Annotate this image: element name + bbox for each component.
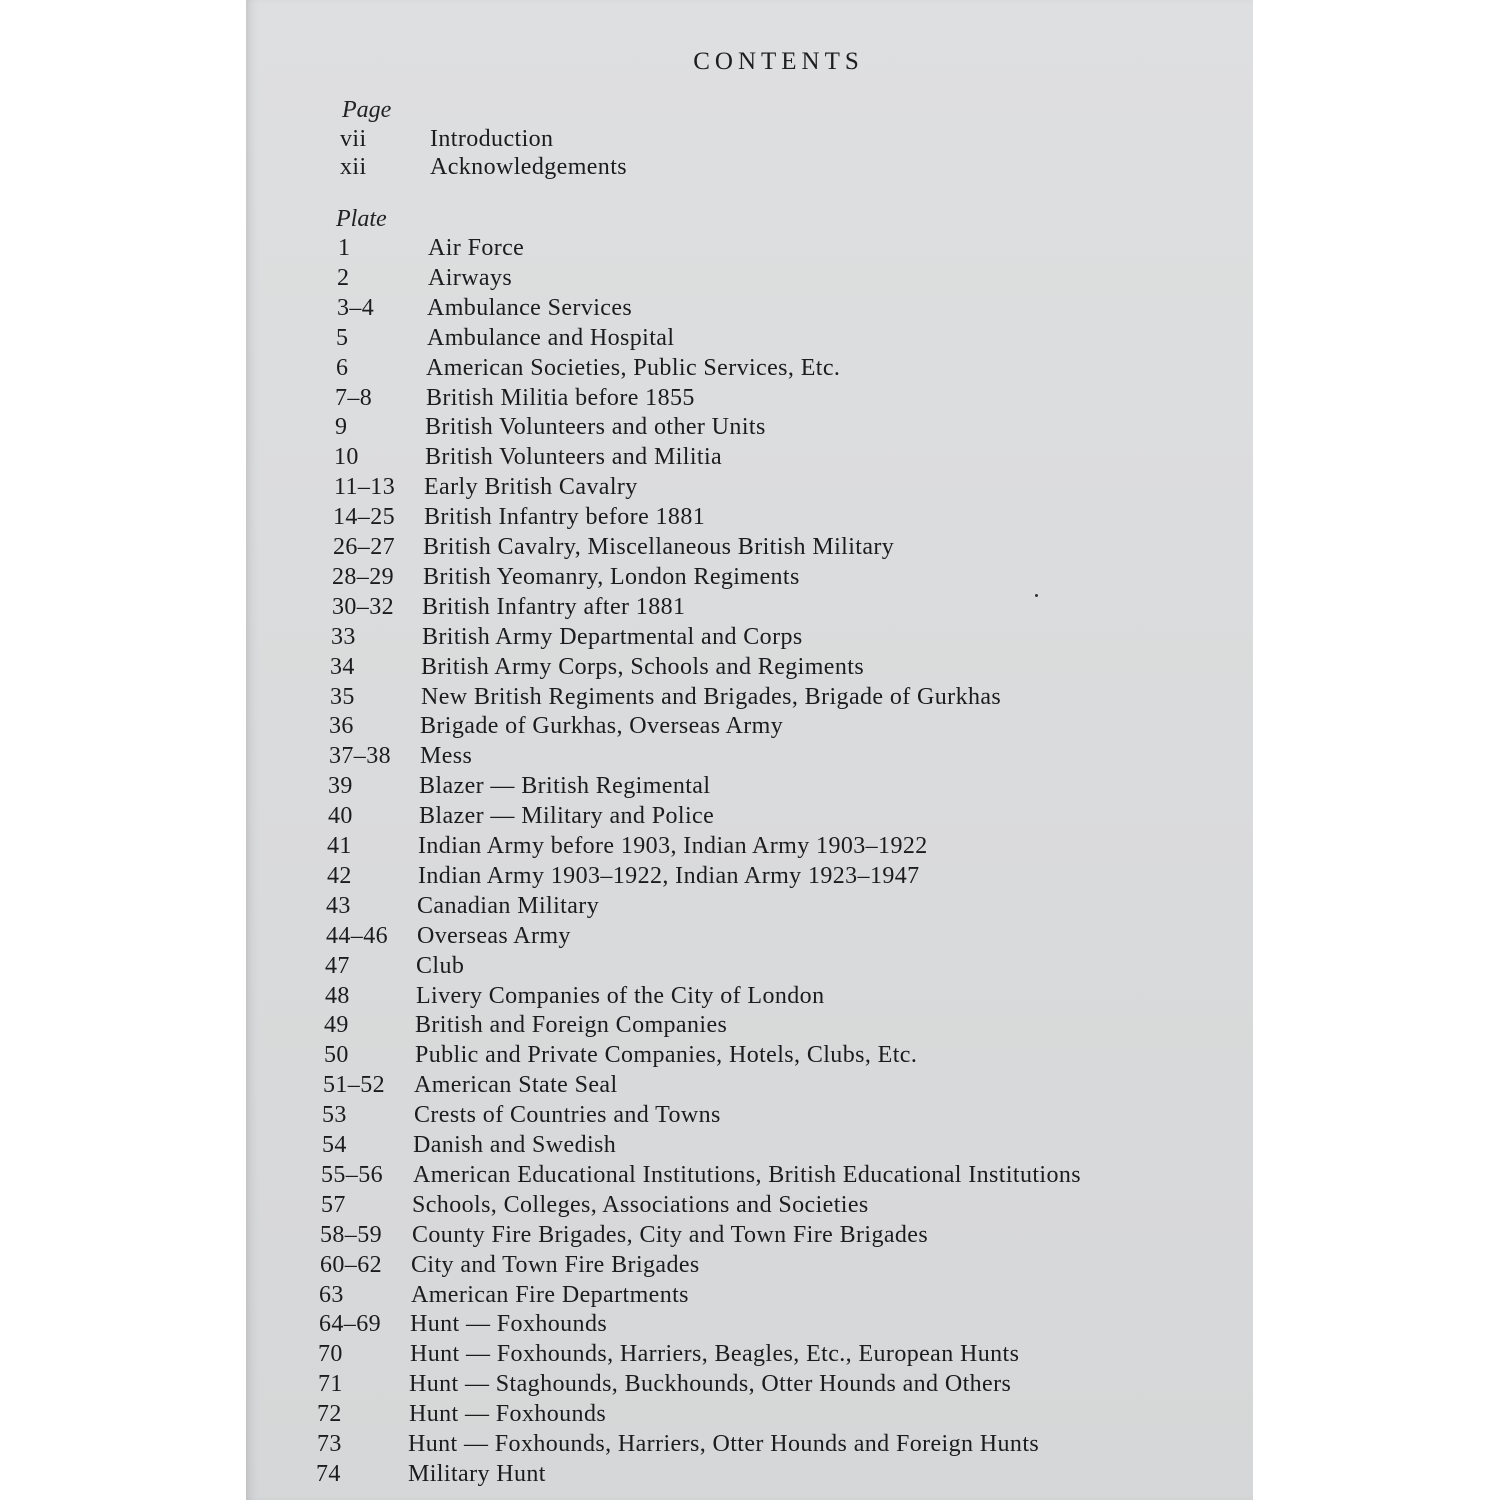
toc-entry-number: 44–46 xyxy=(326,922,388,949)
toc-entry xyxy=(246,1309,1253,1339)
toc-entry-number: 28–29 xyxy=(332,563,394,590)
toc-entry xyxy=(246,233,1253,263)
toc-entry xyxy=(246,981,1253,1011)
toc-entry xyxy=(246,1160,1253,1190)
toc-entry-title: Early British Cavalry xyxy=(424,474,638,501)
toc-entry-title: Public and Private Companies, Hotels, Clubs, Etc. xyxy=(415,1042,918,1069)
toc-entry xyxy=(246,652,1253,682)
toc-entry-number: 50 xyxy=(324,1042,349,1069)
toc-entry-number: 35 xyxy=(330,683,355,710)
toc-entry-title: Airways xyxy=(428,264,513,291)
toc-entry-number: 2 xyxy=(337,264,350,291)
toc-entry-title: British Infantry after 1881 xyxy=(422,593,686,620)
toc-entry xyxy=(246,1220,1253,1250)
toc-entry-number: 55–56 xyxy=(321,1161,383,1188)
toc-entry-title: British and Foreign Companies xyxy=(415,1012,728,1039)
toc-entry-title: Overseas Army xyxy=(417,922,571,949)
toc-entry-title: County Fire Brigades, City and Town Fire Brigades xyxy=(412,1221,929,1248)
toc-entry-title: Ambulance Services xyxy=(427,294,633,321)
toc-entry-title: American Fire Departments xyxy=(411,1281,689,1308)
toc-entry-title: City and Town Fire Brigades xyxy=(411,1251,700,1278)
toc-entry-number: 26–27 xyxy=(333,534,395,560)
toc-entry-number: 60–62 xyxy=(320,1251,382,1278)
plate-section-label: Plate xyxy=(336,206,387,232)
toc-entry-number: 5 xyxy=(336,324,349,351)
toc-entry xyxy=(246,711,1253,741)
toc-entry xyxy=(246,592,1253,622)
toc-entry xyxy=(246,921,1253,951)
toc-entry-title: British Volunteers and Militia xyxy=(425,444,723,471)
toc-entry xyxy=(246,622,1253,652)
toc-entry-number: 33 xyxy=(331,623,356,650)
toc-entry-number: 1 xyxy=(338,235,351,261)
toc-entry xyxy=(246,1190,1253,1220)
toc-entry-title: Hunt — Foxhounds, Harriers, Otter Hounds and Foreign Hunts xyxy=(408,1431,1040,1457)
toc-entry xyxy=(246,1399,1253,1429)
toc-entry-title: Blazer — Military and Police xyxy=(419,803,715,830)
toc-entry-number: 41 xyxy=(327,833,352,859)
toc-entry xyxy=(246,1459,1253,1489)
toc-entry-title: American Educational Institutions, British Educational Institutions xyxy=(413,1161,1082,1188)
toc-entry xyxy=(246,293,1253,323)
toc-entry-number: 43 xyxy=(326,892,351,919)
toc-entry-number: 64–69 xyxy=(319,1311,381,1338)
toc-entry-title: Hunt — Foxhounds xyxy=(409,1401,607,1428)
toc-entry-number: 9 xyxy=(335,414,348,441)
toc-entry xyxy=(246,442,1253,472)
toc-entry-number: 10 xyxy=(334,444,359,471)
toc-entry xyxy=(246,682,1253,712)
toc-entry-title: British Militia before 1855 xyxy=(426,384,695,411)
toc-entry xyxy=(246,741,1253,771)
toc-entry-title: Club xyxy=(416,952,465,979)
toc-entry xyxy=(246,263,1253,293)
toc-entry-number: 6 xyxy=(336,354,349,381)
toc-entry xyxy=(246,1369,1253,1399)
toc-entry-title: Ambulance and Hospital xyxy=(427,324,675,351)
toc-entry-title: American Societies, Public Services, Etc. xyxy=(426,354,841,381)
book-page xyxy=(246,0,1253,1500)
toc-entry-title: Schools, Colleges, Associations and Societies xyxy=(412,1191,869,1218)
toc-entry-number: 58–59 xyxy=(320,1221,382,1248)
toc-entry-title: British Volunteers and other Units xyxy=(425,414,766,441)
toc-entry-title: British Army Corps, Schools and Regiments xyxy=(421,653,865,680)
toc-entry xyxy=(246,831,1253,861)
toc-entry xyxy=(246,383,1253,413)
toc-entry-title: Danish and Swedish xyxy=(413,1132,617,1158)
toc-entry-title: British Army Departmental and Corps xyxy=(422,623,803,650)
toc-entry xyxy=(246,1339,1253,1369)
page-section-label: Page xyxy=(342,97,392,123)
toc-entry-title: Brigade of Gurkhas, Overseas Army xyxy=(420,713,784,740)
toc-entry-number: 73 xyxy=(317,1431,342,1457)
toc-entry xyxy=(246,412,1253,442)
toc-entry-title: Canadian Military xyxy=(417,892,600,919)
toc-entry xyxy=(246,152,1253,182)
toc-entry-title: Crests of Countries and Towns xyxy=(414,1102,721,1129)
toc-entry xyxy=(246,1429,1253,1459)
toc-entry-number: 37–38 xyxy=(329,743,391,770)
toc-entry-title: Livery Companies of the City of London xyxy=(416,982,825,1009)
toc-entry-title: Indian Army 1903–1922, Indian Army 1923–1947 xyxy=(418,862,920,889)
toc-entry-title: British Cavalry, Miscellaneous British Military xyxy=(423,534,895,560)
toc-entry-number: 42 xyxy=(327,862,352,889)
toc-entry xyxy=(246,771,1253,801)
toc-entry-title: Introduction xyxy=(430,126,554,152)
toc-entry xyxy=(246,1130,1253,1160)
toc-entry-number: 70 xyxy=(318,1341,343,1368)
toc-entry-number: 30–32 xyxy=(332,593,394,620)
toc-entry-title: Hunt — Staghounds, Buckhounds, Otter Hounds and Others xyxy=(409,1371,1012,1398)
toc-entry xyxy=(246,353,1253,383)
toc-entry-number: 63 xyxy=(319,1281,344,1308)
print-speck xyxy=(1035,594,1038,597)
toc-entry xyxy=(246,861,1253,891)
toc-entry-number: 47 xyxy=(325,952,350,979)
toc-entry-number: xii xyxy=(340,154,367,180)
toc-entry-title: Indian Army before 1903, Indian Army 1903–1922 xyxy=(418,833,928,859)
toc-entry xyxy=(246,472,1253,502)
toc-entry-number: 40 xyxy=(328,803,353,830)
toc-entry xyxy=(246,891,1253,921)
toc-entry xyxy=(246,1100,1253,1130)
toc-entry-title: Mess xyxy=(420,743,473,770)
toc-entry xyxy=(246,1250,1253,1280)
toc-entry-title: New British Regiments and Brigades, Brigade of Gurkhas xyxy=(421,683,1002,710)
toc-entry-number: vii xyxy=(340,126,367,152)
toc-entry xyxy=(246,124,1253,154)
contents-heading: CONTENTS xyxy=(693,48,864,75)
toc-entry-title: Blazer — British Regimental xyxy=(419,773,711,800)
toc-entry xyxy=(246,1010,1253,1040)
toc-entry-number: 74 xyxy=(316,1460,341,1487)
toc-entry xyxy=(246,1040,1253,1070)
toc-entry-number: 53 xyxy=(322,1102,347,1129)
toc-entry-number: 3–4 xyxy=(337,294,375,321)
toc-entry-number: 48 xyxy=(325,982,350,1009)
toc-entry-number: 36 xyxy=(329,713,354,740)
toc-entry-number: 51–52 xyxy=(323,1072,385,1099)
toc-entry-number: 7–8 xyxy=(335,384,373,411)
toc-entry-title: Hunt — Foxhounds, Harriers, Beagles, Etc., European Hunts xyxy=(410,1341,1020,1368)
toc-entry xyxy=(246,951,1253,981)
toc-entry-title: British Yeomanry, London Regiments xyxy=(423,563,800,590)
toc-entry-number: 34 xyxy=(330,653,355,680)
toc-entry xyxy=(246,532,1253,562)
toc-entry-number: 54 xyxy=(322,1132,347,1158)
toc-entry-title: Military Hunt xyxy=(408,1460,546,1487)
toc-entry xyxy=(246,502,1253,532)
toc-entry-number: 49 xyxy=(324,1012,349,1039)
toc-entry-title: Air Force xyxy=(428,235,525,261)
toc-entry xyxy=(246,801,1253,831)
toc-entry-number: 71 xyxy=(318,1371,343,1398)
toc-entry-title: Hunt — Foxhounds xyxy=(410,1311,608,1338)
toc-entry xyxy=(246,562,1253,592)
toc-entry-number: 72 xyxy=(317,1401,342,1428)
toc-entry-title: American State Seal xyxy=(414,1072,618,1099)
toc-entry xyxy=(246,1070,1253,1100)
toc-entry-title: British Infantry before 1881 xyxy=(424,504,706,531)
toc-entry-number: 11–13 xyxy=(334,474,396,501)
toc-entry-title: Acknowledgements xyxy=(430,154,628,180)
toc-entry-number: 39 xyxy=(328,773,353,800)
toc-entry-number: 57 xyxy=(321,1191,346,1218)
toc-entry-number: 14–25 xyxy=(333,504,395,531)
toc-entry xyxy=(246,323,1253,353)
toc-entry xyxy=(246,1280,1253,1310)
